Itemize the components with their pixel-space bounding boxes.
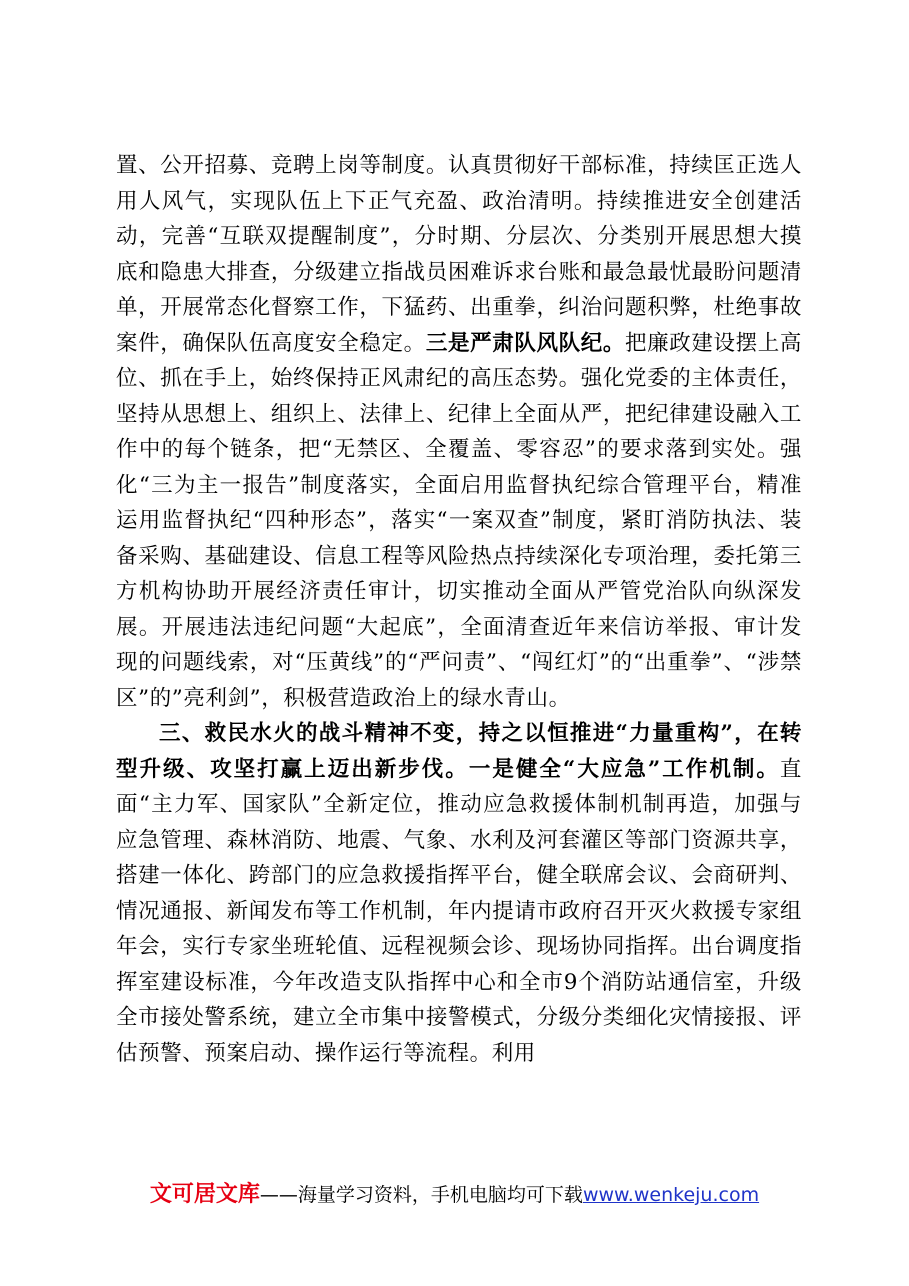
footer-website-link[interactable]: www.wenkeju.com [582,1184,760,1206]
section-heading: 三、救民水火的战斗精神不变，持之以恒推进“力量重构”，在转型升级、攻坚打赢上迈出新步伐。 [116,721,802,782]
paragraph-continued [116,148,802,716]
paragraph-section-three [116,716,802,1071]
subheading-inline: 一是健全“大应急”工作机制。 [468,756,780,782]
subheading-inline: 三是严肃队风队纪。 [425,330,625,356]
page-footer [0,1180,909,1210]
footer-tagline: ——海量学习资料，手机电脑均可下载 [259,1184,583,1206]
document-body [116,148,802,1071]
footer-brand: 文可居文库 [149,1182,260,1207]
text-run: 把廉政建设摆上高位、抓在手上，始终保持正风肃纪的高压态势。强化党委的主体责任，坚持从思想上、组织上、法律上、纪律上全面从严，把纪律建设融入工作中的每个链条，把“无禁区、全覆盖、零容忍”的要求落到实处。强化“三为主一报告”制度落实，全面启用监督执纪综合管理平台，精准运用监督执纪“四种形态”，落实“一案双查”制度，紧盯消防执法、装备采购、基础建设、信息工程等风险热点持续深化专项治理，委托第三方机构协助开展经济责任审计，切实推动全面从严管党治队向纵深发展。开展违法违纪问题“大起底”，全面清查近年来信访举报、审计发现的问题线索，对“压黄线”的“严问责”、“闯红灯”的“出重拳”、“涉禁区”的”亮利剑”，积极营造政治上的绿水青山。 [116,330,802,711]
text-run: 置、公开招募、竞聘上岗等制度。认真贯彻好干部标准，持续匡正选人用人风气，实现队伍上下正气充盈、政治清明。持续推进安全创建活动，完善“互联双提醒制度”，分时期、分层次、分类别开展思想大摸底和隐患大排查，分级建立指战员困难诉求台账和最急最忧最盼问题清单，开展常态化督察工作，下猛药、出重拳，纠治问题积弊，杜绝事故案件，确保队伍高度安全稳定。 [116,153,802,356]
text-run: 直面“主力军、国家队”全新定位，推动应急救援体制机制再造，加强与应急管理、森林消防、地震、气象、水利及河套灌区等部门资源共享，搭建一体化、跨部门的应急救援指挥平台，健全联席会议、会商研判、情况通报、新闻发布等工作机制，年内提请市政府召开灭火救援专家组年会，实行专家坐班轮值、远程视频会诊、现场协同指挥。出台调度指挥室建设标准，今年改造支队指挥中心和全市9个消防站通信室，升级全市接处警系统，建立全市集中接警模式，分级分类细化灾情接报、评估预警、预案启动、操作运行等流程。利用 [116,756,802,1066]
